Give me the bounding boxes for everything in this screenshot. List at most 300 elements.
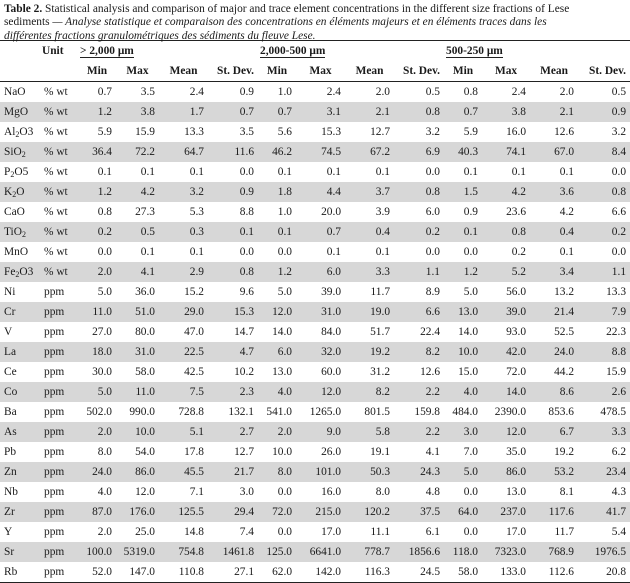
value-cell: 0.0 (463, 526, 479, 538)
value-cell: 74.1 (482, 142, 530, 162)
value-cell: 24.5 (394, 562, 444, 583)
unit-cell: % wt (40, 102, 78, 122)
value-cell: 4.2 (482, 182, 530, 202)
value-cell: 64.0 (444, 502, 482, 522)
unit-cell: % wt (40, 182, 78, 202)
value-cell: 5.1 (159, 422, 208, 442)
table-row (0, 282, 630, 302)
table-row (0, 322, 630, 342)
value-cell: 1.2 (78, 182, 116, 202)
value-cell: 118.0 (444, 542, 482, 562)
value-cell: 0.4 (530, 222, 578, 242)
value-cell: 1.1 (578, 262, 630, 282)
value-cell: 19.1 (370, 446, 391, 458)
value-cell: 0.9 (208, 182, 258, 202)
value-cell: 11.7 (554, 526, 575, 538)
value-cell: 16.0 (506, 126, 527, 138)
value-cell: 0.2 (578, 222, 630, 242)
value-cell: 0.1 (559, 166, 575, 178)
value-cell: 13.3 (184, 126, 204, 138)
table-row (0, 202, 630, 222)
value-cell: 6641.0 (296, 542, 345, 562)
value-cell: 19.2 (554, 446, 575, 458)
value-cell: 37.5 (394, 502, 444, 522)
unit-cell: ppm (44, 286, 65, 298)
value-cell: 19.2 (345, 342, 394, 362)
value-cell: 1265.0 (309, 406, 342, 418)
value-cell: 237.0 (482, 502, 530, 522)
value-cell: 11.1 (370, 526, 391, 538)
value-cell: 41.7 (578, 502, 630, 522)
value-cell: 12.6 (420, 366, 441, 378)
caption-english: Statistical analysis and comparison of major and trace element concentrations in the different size fractions of Lese sediments (4, 3, 570, 29)
value-cell: 4.1 (116, 262, 159, 282)
value-cell: 45.5 (159, 462, 208, 482)
table-body (0, 82, 630, 583)
value-cell: 12.7 (234, 446, 255, 458)
value-cell: 7323.0 (482, 542, 530, 562)
value-cell: 2.0 (78, 422, 116, 442)
value-cell: 30.0 (92, 366, 112, 378)
value-cell: 2.1 (530, 102, 578, 122)
value-cell: 29.4 (208, 502, 258, 522)
value-cell: 1856.6 (394, 542, 444, 562)
element-label: $Fe_2O3$ (0, 262, 40, 282)
value-cell: 3.0 (239, 486, 255, 498)
table-row (0, 462, 630, 482)
stat-header: St. Dev. (578, 61, 630, 82)
value-cell: 32.0 (296, 342, 345, 362)
value-cell: 4.0 (444, 382, 482, 402)
table-row (0, 442, 630, 462)
value-cell: 142.0 (296, 562, 345, 583)
value-cell: 5.6 (277, 126, 293, 138)
value-cell: 2.1 (345, 102, 394, 122)
value-cell: 768.9 (530, 542, 578, 562)
value-cell: 5.0 (97, 286, 112, 298)
value-cell: 13.3 (606, 286, 627, 298)
element-label: SiO$_2$ (0, 142, 40, 162)
value-cell: 2.0 (375, 86, 391, 98)
table-row (0, 522, 630, 542)
value-cell: 0.2 (394, 222, 444, 242)
value-cell: 10.0 (116, 422, 159, 442)
value-cell: 5.0 (78, 382, 116, 402)
element-label: Zn (0, 462, 40, 482)
value-cell: 215.0 (296, 502, 345, 522)
value-cell: 801.5 (364, 406, 391, 418)
value-cell: 6.6 (394, 302, 444, 322)
value-cell: 8.4 (578, 142, 630, 162)
value-cell: 0.1 (511, 166, 527, 178)
unit-cell: % wt (40, 262, 78, 282)
element-label: Y (4, 526, 13, 538)
value-cell: 853.6 (548, 406, 575, 418)
value-cell: 110.8 (159, 562, 208, 583)
caption-french: — Analyse statistique et comparaison des concentrations en éléments majeurs et en éléments traces dans les différentes fractions granulométriques des sédiments du fleuve Lese. (4, 16, 547, 42)
value-cell: 0.5 (425, 86, 441, 98)
element-label: Co (0, 382, 40, 402)
value-cell: 15.3 (208, 302, 258, 322)
unit-cell: % wt (40, 222, 78, 242)
value-cell: 5.9 (463, 126, 479, 138)
value-cell: 1.1 (394, 262, 444, 282)
element-label: $K_2O$ (0, 182, 40, 202)
table-row (0, 342, 630, 362)
value-cell: 0.9 (578, 102, 630, 122)
value-cell: 10.0 (272, 446, 293, 458)
unit-cell: ppm (40, 302, 78, 322)
value-cell: 6.9 (394, 142, 444, 162)
value-cell: 5.0 (463, 286, 479, 298)
stat-header: Min (258, 61, 296, 82)
value-cell: 17.8 (184, 446, 204, 458)
value-cell: 67.2 (345, 142, 394, 162)
value-cell: 0.7 (258, 102, 296, 122)
value-cell: 36.0 (135, 286, 155, 298)
table-row (0, 482, 630, 502)
value-cell: 10.2 (234, 366, 255, 378)
unit-cell: ppm (44, 446, 65, 458)
element-label: V (4, 326, 13, 338)
value-cell: 176.0 (116, 502, 159, 522)
value-cell: 6.0 (425, 206, 441, 218)
table-row (0, 222, 630, 242)
table-row (0, 402, 630, 422)
value-cell: 0.0 (425, 246, 441, 258)
value-cell: 7.9 (578, 302, 630, 322)
element-label: La (0, 342, 40, 362)
value-cell: 12.0 (296, 382, 345, 402)
value-cell: 5.4 (611, 526, 627, 538)
value-cell: 74.5 (296, 142, 345, 162)
value-cell: 101.0 (296, 462, 345, 482)
value-cell: 51.7 (370, 326, 391, 338)
value-cell: 6.1 (425, 526, 441, 538)
value-cell: 8.8 (239, 206, 255, 218)
value-cell: 13.0 (506, 486, 527, 498)
element-label: $P_2O5$ (4, 166, 29, 179)
value-cell: 67.0 (530, 142, 578, 162)
value-cell: 27.3 (135, 206, 155, 218)
value-cell: 54.0 (135, 446, 155, 458)
value-cell: 22.5 (159, 342, 208, 362)
value-cell: 80.0 (135, 326, 155, 338)
value-cell: 8.9 (425, 286, 441, 298)
value-cell: 117.6 (530, 502, 578, 522)
value-cell: 0.8 (463, 86, 479, 98)
value-cell: 3.2 (159, 182, 208, 202)
value-cell: 0.1 (326, 166, 342, 178)
value-cell: 8.1 (559, 486, 575, 498)
value-cell: 24.0 (78, 462, 116, 482)
value-cell: 56.0 (506, 286, 527, 298)
value-cell: 3.0 (444, 422, 482, 442)
value-cell: 5.0 (444, 462, 482, 482)
value-cell: 22.3 (606, 326, 627, 338)
value-cell: 0.0 (611, 166, 627, 178)
element-label: Ni (4, 286, 16, 298)
value-cell: 3.8 (482, 102, 530, 122)
value-cell: 6.0 (258, 342, 296, 362)
value-cell: 728.8 (178, 406, 204, 418)
value-cell: 125.5 (159, 502, 208, 522)
value-cell: 19.0 (345, 302, 394, 322)
value-cell: 2.0 (559, 86, 575, 98)
value-cell: 11.6 (208, 142, 258, 162)
stat-header: Max (482, 61, 530, 82)
value-cell: 18.0 (78, 342, 116, 362)
value-cell: 778.7 (345, 542, 394, 562)
value-cell: 2.4 (511, 86, 527, 98)
value-cell: 53.2 (530, 462, 578, 482)
value-cell: 29.0 (159, 302, 208, 322)
value-cell: 0.1 (140, 246, 155, 258)
value-cell: 27.0 (92, 326, 112, 338)
value-cell: 0.5 (116, 222, 159, 242)
value-cell: 46.2 (258, 142, 296, 162)
element-label: Cr (0, 302, 40, 322)
element-label: Rb (0, 562, 40, 583)
unit-header: Unit (40, 41, 78, 62)
value-cell: 5.9 (97, 126, 112, 138)
value-cell: 1.0 (277, 206, 293, 218)
value-cell: 7.4 (239, 526, 255, 538)
value-cell: 2.7 (208, 422, 258, 442)
element-label: NaO (4, 86, 26, 98)
stat-header: Mean (159, 61, 208, 82)
stat-header: Min (78, 61, 116, 82)
table-row (0, 262, 630, 282)
table-row (0, 142, 630, 162)
value-cell: 6.2 (611, 446, 627, 458)
caption-label: Table 2. (4, 3, 43, 15)
value-cell: 12.0 (482, 422, 530, 442)
value-cell: 8.0 (375, 486, 391, 498)
value-cell: 93.0 (506, 326, 527, 338)
value-cell: 0.0 (425, 166, 441, 178)
element-label: Pb (4, 446, 17, 458)
value-cell: 12.0 (258, 302, 296, 322)
value-cell: 7.5 (159, 382, 208, 402)
value-cell: 2.0 (78, 262, 116, 282)
table-row (0, 182, 630, 202)
element-label: $Al_2O3$ (4, 126, 34, 139)
value-cell: 47.0 (184, 326, 204, 338)
value-cell: 2.0 (258, 422, 296, 442)
value-cell: 12.0 (135, 486, 155, 498)
stat-header: Mean (530, 61, 578, 82)
unit-cell: ppm (40, 502, 78, 522)
table-row (0, 562, 630, 583)
unit-cell: % wt (44, 206, 68, 218)
value-cell: 133.0 (482, 562, 530, 583)
value-cell: 14.0 (482, 382, 530, 402)
value-cell: 36.4 (78, 142, 116, 162)
value-cell: 0.0 (97, 246, 112, 258)
table-row (0, 242, 630, 262)
value-cell: 0.8 (578, 182, 630, 202)
value-cell: 6.7 (530, 422, 578, 442)
value-cell: 0.2 (511, 246, 527, 258)
value-cell: 14.7 (234, 326, 255, 338)
unit-cell: ppm (40, 422, 78, 442)
value-cell: 7.1 (189, 486, 204, 498)
element-label: Ce (4, 366, 17, 378)
value-cell: 2.4 (189, 86, 204, 98)
value-cell: 3.4 (530, 262, 578, 282)
value-cell: 23.6 (506, 206, 527, 218)
value-cell: 754.8 (159, 542, 208, 562)
value-cell: 31.2 (370, 366, 391, 378)
value-cell: 20.0 (321, 206, 342, 218)
value-cell: 116.3 (345, 562, 394, 583)
value-cell: 16.0 (321, 486, 342, 498)
value-cell: 6.6 (611, 206, 627, 218)
value-cell: 15.0 (458, 366, 479, 378)
unit-cell: % wt (44, 86, 68, 98)
value-cell: 1.2 (258, 262, 296, 282)
value-cell: 478.5 (600, 406, 627, 418)
value-cell: 1.5 (444, 182, 482, 202)
value-cell: 72.0 (506, 366, 527, 378)
element-label: TiO$_2$ (0, 222, 40, 242)
value-cell: 60.0 (321, 366, 342, 378)
unit-cell: % wt (44, 166, 68, 178)
unit-cell: ppm (44, 326, 65, 338)
value-cell: 8.0 (97, 446, 112, 458)
unit-cell: % wt (40, 142, 78, 162)
value-cell: 4.0 (97, 486, 112, 498)
unit-cell: % wt (44, 246, 68, 258)
value-cell: 1.2 (444, 262, 482, 282)
value-cell: 23.4 (578, 462, 630, 482)
value-cell: 4.4 (296, 182, 345, 202)
element-label: Nb (4, 486, 18, 498)
value-cell: 13.0 (272, 366, 293, 378)
value-cell: 2.6 (578, 382, 630, 402)
value-cell: 5319.0 (116, 542, 159, 562)
unit-cell: ppm (40, 542, 78, 562)
value-cell: 40.3 (444, 142, 482, 162)
table-row (0, 542, 630, 562)
value-cell: 25.0 (135, 526, 155, 538)
stat-header: Max (116, 61, 159, 82)
value-cell: 0.7 (97, 86, 112, 98)
value-cell: 0.1 (277, 166, 293, 178)
value-cell: 3.7 (345, 182, 394, 202)
value-cell: 62.0 (258, 562, 296, 583)
stat-header: St. Dev. (208, 61, 258, 82)
value-cell: 0.0 (277, 486, 293, 498)
value-cell: 10.0 (444, 342, 482, 362)
value-cell: 5.3 (189, 206, 204, 218)
value-cell: 1.2 (78, 102, 116, 122)
value-cell: 120.2 (345, 502, 394, 522)
value-cell: 35.0 (506, 446, 527, 458)
value-cell: 0.1 (375, 166, 391, 178)
value-cell: 5.8 (345, 422, 394, 442)
value-cell: 0.1 (189, 166, 204, 178)
value-cell: 0.8 (394, 182, 444, 202)
value-cell: 5.2 (482, 262, 530, 282)
value-cell: 2.4 (326, 86, 342, 98)
value-cell: 0.0 (277, 246, 293, 258)
value-cell: 13.0 (444, 302, 482, 322)
value-cell: 11.0 (78, 302, 116, 322)
value-cell: 14.0 (272, 326, 293, 338)
value-cell: 3.3 (345, 262, 394, 282)
group-header-2000-500: 2,000-500 μm (258, 41, 444, 62)
value-cell: 0.0 (463, 486, 479, 498)
value-cell: 1.0 (277, 86, 293, 98)
value-cell: 15.9 (135, 126, 155, 138)
value-cell: 39.0 (321, 286, 342, 298)
value-cell: 5.0 (277, 286, 293, 298)
table-row (0, 502, 630, 522)
value-cell: 2390.0 (494, 406, 527, 418)
value-cell: 100.0 (78, 542, 116, 562)
table-row (0, 82, 630, 103)
unit-cell: ppm (40, 382, 78, 402)
value-cell: 1.8 (258, 182, 296, 202)
element-label: CaO (4, 206, 25, 218)
value-cell: 42.0 (482, 342, 530, 362)
element-label: MnO (4, 246, 29, 258)
value-cell: 0.0 (277, 526, 293, 538)
value-cell: 132.1 (228, 406, 255, 418)
value-cell: 42.5 (184, 366, 204, 378)
value-cell: 125.0 (258, 542, 296, 562)
unit-cell: % wt (44, 126, 68, 138)
value-cell: 21.4 (530, 302, 578, 322)
element-concentration-table (0, 40, 630, 583)
value-cell: 4.2 (559, 206, 575, 218)
value-cell: 4.8 (425, 486, 441, 498)
value-cell: 159.8 (414, 406, 441, 418)
value-cell: 14.0 (458, 326, 479, 338)
value-cell: 9.0 (296, 422, 345, 442)
value-cell: 15.3 (321, 126, 342, 138)
value-cell: 3.8 (116, 102, 159, 122)
value-cell: 31.0 (296, 302, 345, 322)
value-cell: 4.2 (116, 182, 159, 202)
value-cell: 0.3 (159, 222, 208, 242)
value-cell: 24.0 (530, 342, 578, 362)
value-cell: 0.8 (208, 262, 258, 282)
value-cell: 0.0 (239, 246, 255, 258)
value-cell: 0.8 (97, 206, 112, 218)
value-cell: 0.0 (611, 246, 627, 258)
value-cell: 0.1 (189, 246, 204, 258)
value-cell: 3.6 (530, 182, 578, 202)
value-cell: 484.0 (452, 406, 479, 418)
value-cell: 147.0 (116, 562, 159, 583)
value-cell: 0.7 (208, 102, 258, 122)
value-cell: 2.2 (394, 382, 444, 402)
value-cell: 31.0 (116, 342, 159, 362)
value-cell: 2.9 (159, 262, 208, 282)
value-cell: 3.2 (425, 126, 441, 138)
value-cell: 3.1 (296, 102, 345, 122)
value-cell: 3.3 (578, 422, 630, 442)
value-cell: 24.3 (394, 462, 444, 482)
table-row (0, 302, 630, 322)
value-cell: 11.0 (116, 382, 159, 402)
value-cell: 3.5 (239, 126, 255, 138)
value-cell: 8.6 (530, 382, 578, 402)
element-label: Ba (4, 406, 17, 418)
